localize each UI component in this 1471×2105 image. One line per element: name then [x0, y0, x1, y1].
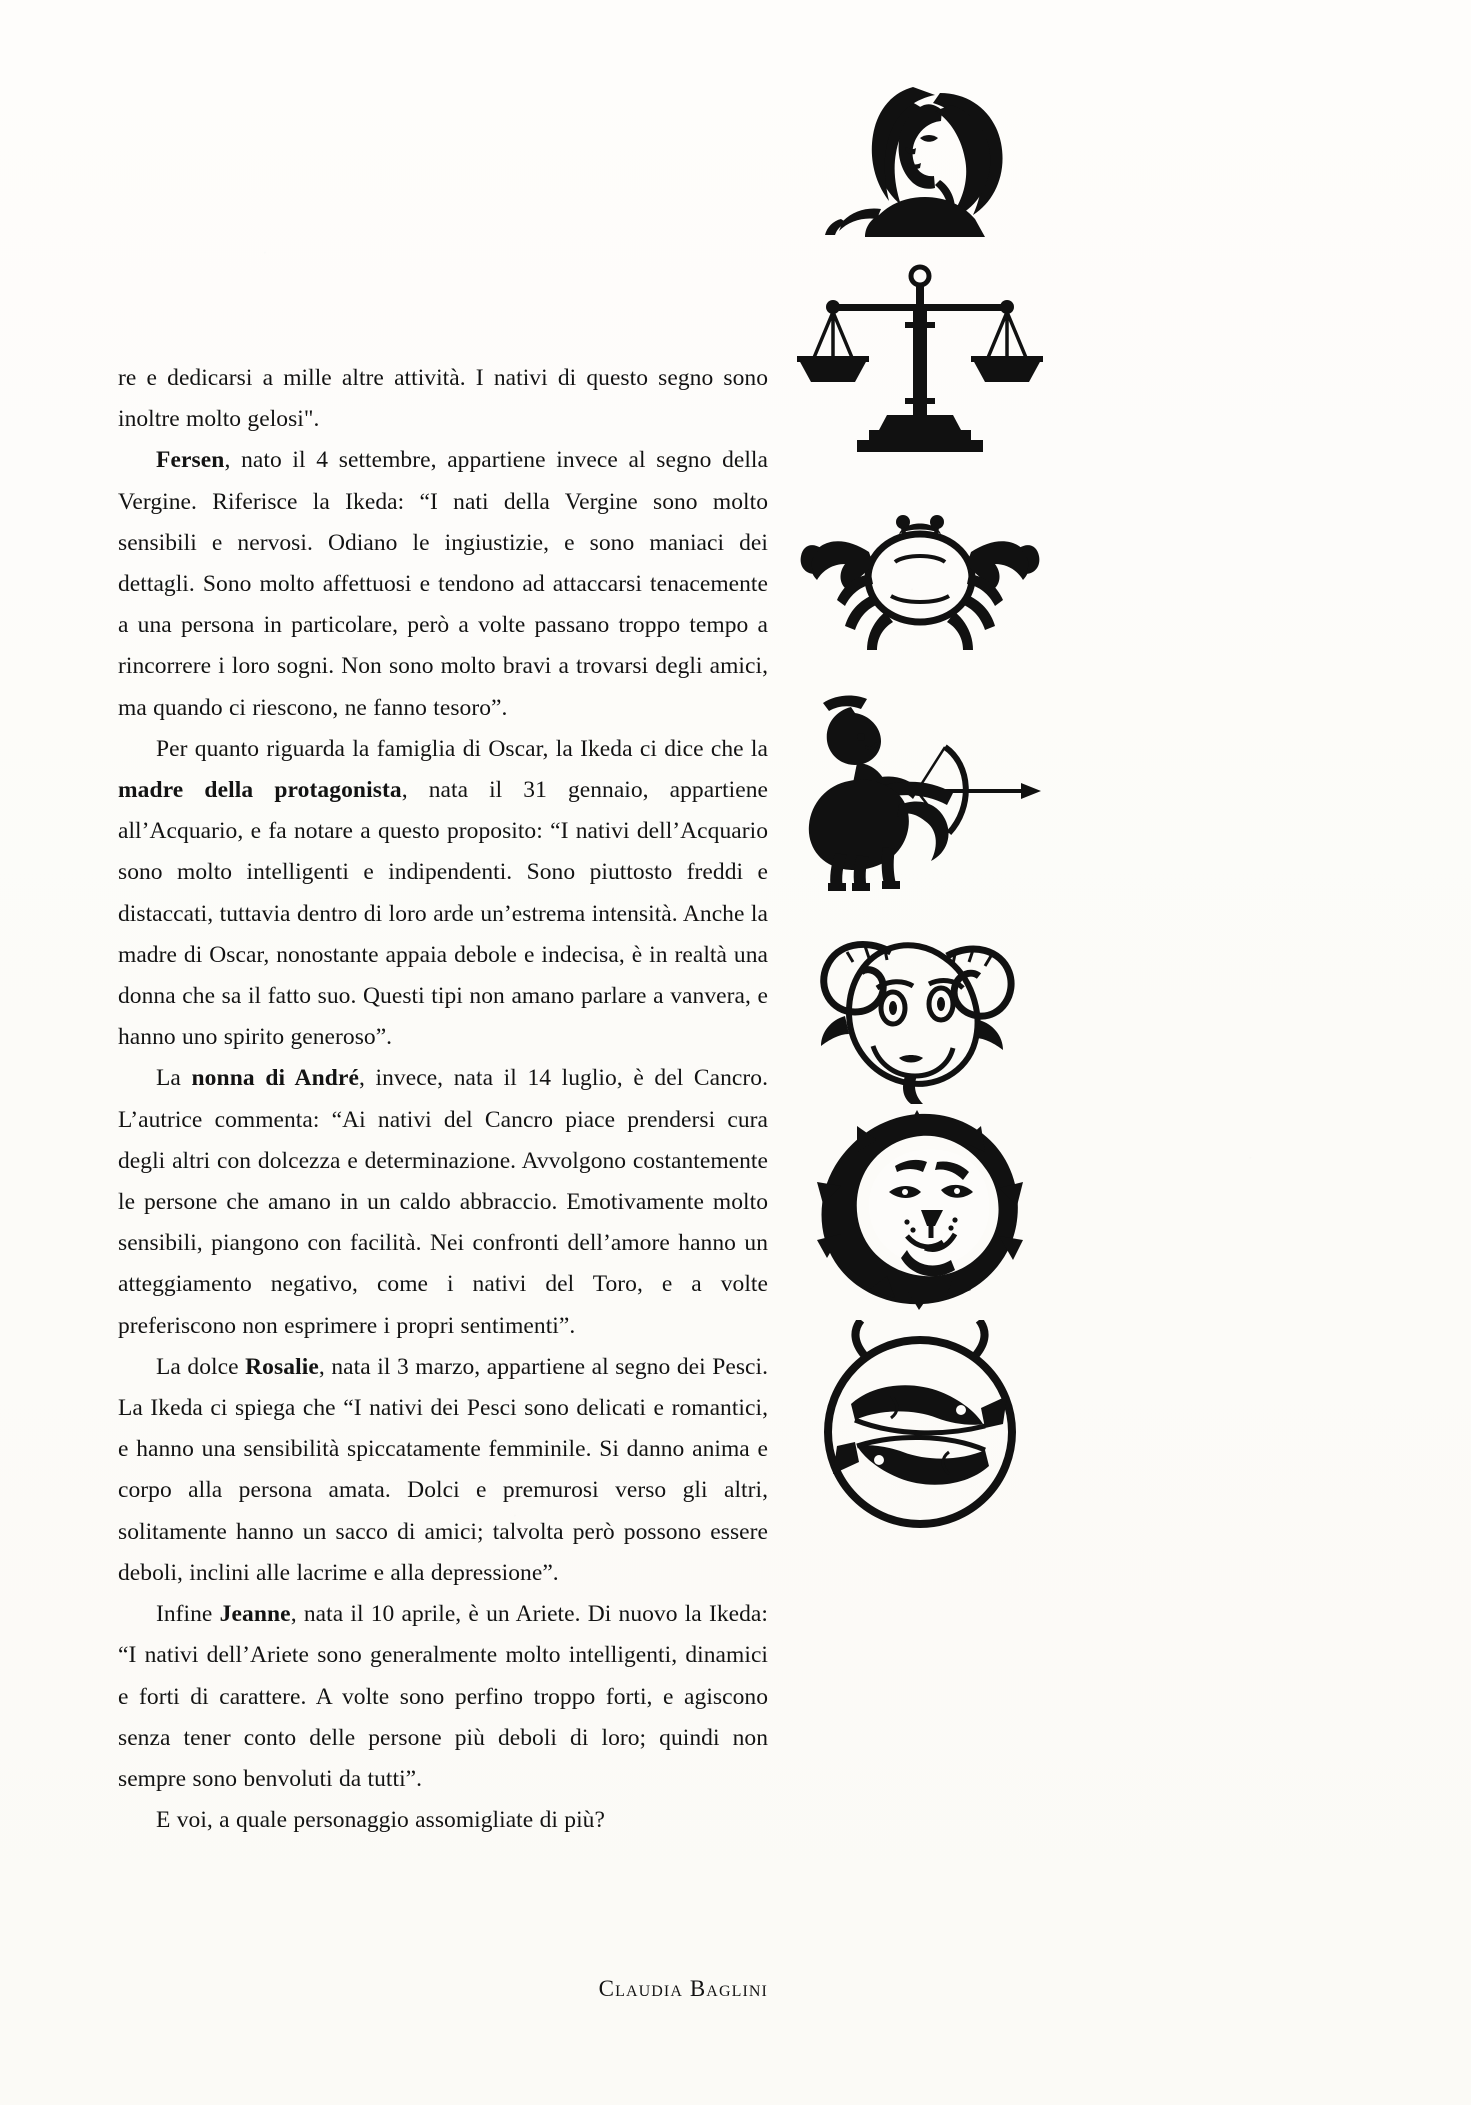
paragraph-rosalie: [118, 1347, 768, 1594]
pisces-illustration: [795, 1320, 1045, 1535]
paragraph-continuation: re e dedicarsi a mille altre attività. I nativi di questo segno sono inoltre molto gelosi".: [118, 365, 768, 433]
bold-term-rosalie: Rosalie: [245, 1353, 319, 1380]
paragraph-rosalie-rest: , nata il 3 marzo, appartiene al segno dei Pesci. La Ikeda ci spiega che “I nativi dei Pesci sono delicati e romantici, e hanno una sensibilità spiccatamente femminile. Si danno anima e corpo alla persona amata. Dolci e premurosi verso gli altri, solitamente hanno un sacco di amici; talvolta però possono essere deboli, inclini alle lacrime e alla depressione”.: [118, 1353, 768, 1586]
cancer-illustration: [795, 470, 1045, 675]
paragraph-nonna-head: La: [156, 1065, 192, 1092]
sagittarius-illustration: [795, 685, 1045, 895]
paragraph-jeanne: [118, 1594, 768, 1800]
author-name: Claudia Baglini: [598, 1976, 768, 2001]
paragraph-nonna-rest: , invece, nata il 14 luglio, è del Cancro. L’autrice commenta: “Ai nativi del Cancro piace prendersi cura degli altri con dolcezza e determinazione. Avvolgono costantemente le persone che amano in un caldo abbraccio. Emotivamente molto sensibili, piangono con facilità. Nei confronti dell’amore hanno un atteggiamento negativo, come i nativi del Toro, e a volte preferiscono non esprimere i propri sentimenti”.: [118, 1065, 768, 1339]
bold-term-nonna: nonna di André: [191, 1065, 360, 1092]
paragraph-nonna: [118, 1058, 768, 1346]
zodiac-illustration-strip: [795, 55, 1055, 1535]
paragraph-jeanne-head: Infine: [156, 1601, 220, 1628]
paragraph-madre-head: Per quanto riguarda la famiglia di Oscar, la Ikeda ci dice che la: [156, 735, 768, 762]
bold-term-fersen: Fersen: [156, 447, 225, 474]
virgo-illustration: [795, 55, 1045, 255]
leo-illustration: [795, 1110, 1045, 1315]
paragraph-jeanne-rest: , nata il 10 aprile, è un Ariete. Di nuovo la Ikeda: “I nativi dell’Ariete sono generalmente molto intelligenti, dinamici e forti di carattere. A volte sono perfino troppo forti, e agiscono senza tener conto delle persone più deboli di loro; quindi non sempre sono benvoluti da tutti”.: [118, 1601, 768, 1792]
author-signature: [118, 1976, 768, 2002]
bold-term-jeanne: Jeanne: [219, 1601, 291, 1628]
paragraph-fersen: [118, 440, 768, 728]
paragraph-rosalie-head: La dolce: [156, 1353, 246, 1380]
paragraph-madre: [118, 729, 768, 1059]
paragraph-madre-rest: , nata il 31 gennaio, appartiene all’Acquario, e fa notare a questo proposito: “I nativi dell’Acquario sono molto intelligenti e indipendenti. Sono piuttosto freddi e distaccati, tuttavia dentro di loro arde un’estrema intensità. Anche la madre di Oscar, nonostante appaia debole e indecisa, è in realtà una donna che sa il fatto suo. Questi tipi non amano parlare a vanvera, e hanno uno spirito generoso”.: [118, 777, 769, 1051]
paragraph-closing: E voi, a quale personaggio assomigliate di più?: [156, 1807, 605, 1834]
bold-term-madre: madre della protagonista: [118, 777, 402, 804]
aries-illustration: [795, 900, 1045, 1105]
article-body: [118, 358, 768, 1841]
libra-illustration: [795, 260, 1045, 460]
paragraph-fersen-rest: , nato il 4 settembre, appartiene invece al segno della Vergine. Riferisce la Ikeda: “I nati della Vergine sono molto sensibili e nervosi. Odiano le ingiustizie, e sono maniaci dei dettagli. Sono molto affettuosi e tendono ad attaccarsi tenacemente a una persona in particolare, però a volte passano troppo tempo a rincorrere i loro sogni. Non sono molto bravi a trovarsi degli amici, ma quando ci riescono, ne fanno tesoro”.: [118, 447, 768, 721]
